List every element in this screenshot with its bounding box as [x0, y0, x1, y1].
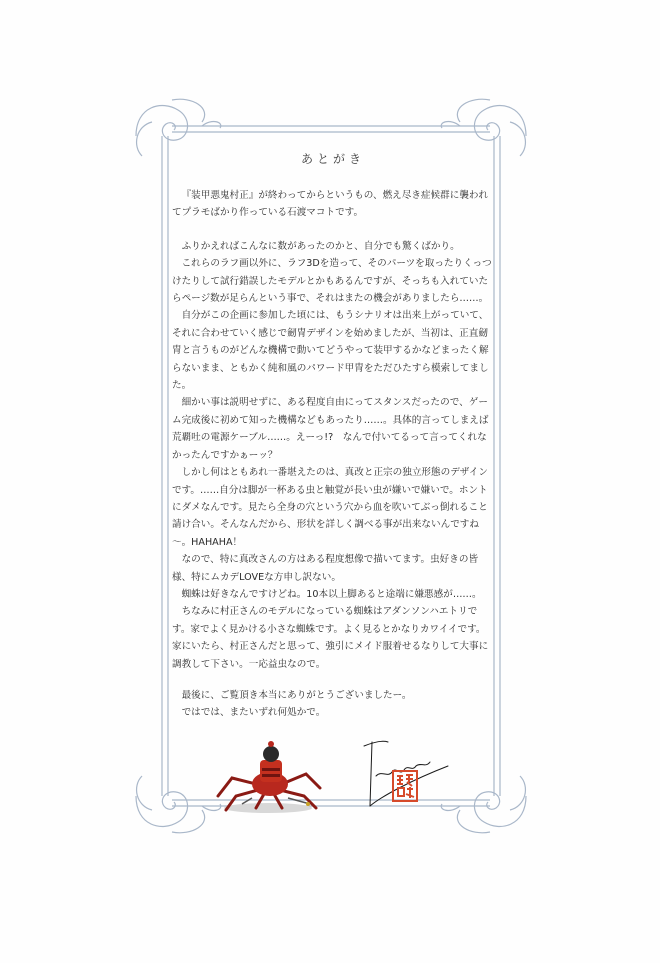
paragraph-freedom: 細かい事は説明せずに、ある程度自由にってスタンスだったので、ゲーム完成後に初めて知った機構などもあったり……。具体的言ってしまえば荒覇吐の電源ケーブル……。えーっ!? なんで付いてるって言ってくれなかったんですかぁーッ？ [172, 397, 489, 461]
paragraph-rough-3d: これらのラフ画以外に、ラフ3Dを造って、そのパーツを取ったりくっつけたりして試行錯誤したモデルとかもあるんですが、そっちも入れていたらページ数が足らんという事で、それはまたの機会がありましたら……。 [172, 258, 492, 305]
paragraph-spiders: 蜘蛛は好きなんですけどね。10本以上脚あると途端に嫌悪感が……。 [181, 588, 482, 600]
paragraph-adanson: ちなみに村正さんのモデルになっている蜘蛛はアダンソンハエトリです。家でよく見かける小さな蜘蛛です。よく見るとかなりカワイイです。家にいたら、村正さんだと思って、強引にメイド服着せるなりして大事に調教して下さい。一応益虫なので。 [172, 606, 489, 670]
afterword-body [172, 150, 494, 722]
page-title: あとがき [300, 152, 365, 166]
paragraph-intro: 『装甲悪鬼村正』が終わってからというもの、燃え尽き症候群に襲われてプラモばかり作っている石渡マコトです。 [172, 190, 489, 219]
paragraph-joining: 自分がこの企画に参加した頃には、もうシナリオは出来上がっていて、それに合わせていく感じで劒冑デザインを始めましたが、当初は、正直劒冑と言うものがどんな機構で動いてどうやって装甲するかなどまったく解らないまま、ともかく純和風のパワード甲冑をただひたすら模索してました。 [172, 310, 489, 392]
paragraph-imagination: なので、特に真改さんの方はある程度想像で描いてます。虫好きの皆様、特にムカデLOVEな方申し訳ない。 [172, 554, 479, 583]
paragraph-insects: しかし何はともあれ一番堪えたのは、真改と正宗の独立形態のデザインです。……自分は脚が一杯ある虫と触覚が長い虫が嫌いで嫌いで。ホントにダメなんです。見たら全身の穴という穴から血を吹いてぶっ倒れること請け合い。そんなんだから、形状を詳しく調べる事が出来ないんですね～。HAHAHA！ [172, 467, 488, 548]
paragraph-farewell: ではでは、またいずれ何処かで。 [181, 707, 326, 719]
spider-robot-illustration [212, 738, 330, 814]
red-hanko-seal [392, 770, 418, 802]
paragraph-thanks: 最後に、ご覧頂き本当にありがとうございましたー。 [181, 689, 412, 701]
paragraph-reflection: ふりかえればこんなに数があったのかと、自分でも驚くばかり。 [181, 240, 460, 252]
